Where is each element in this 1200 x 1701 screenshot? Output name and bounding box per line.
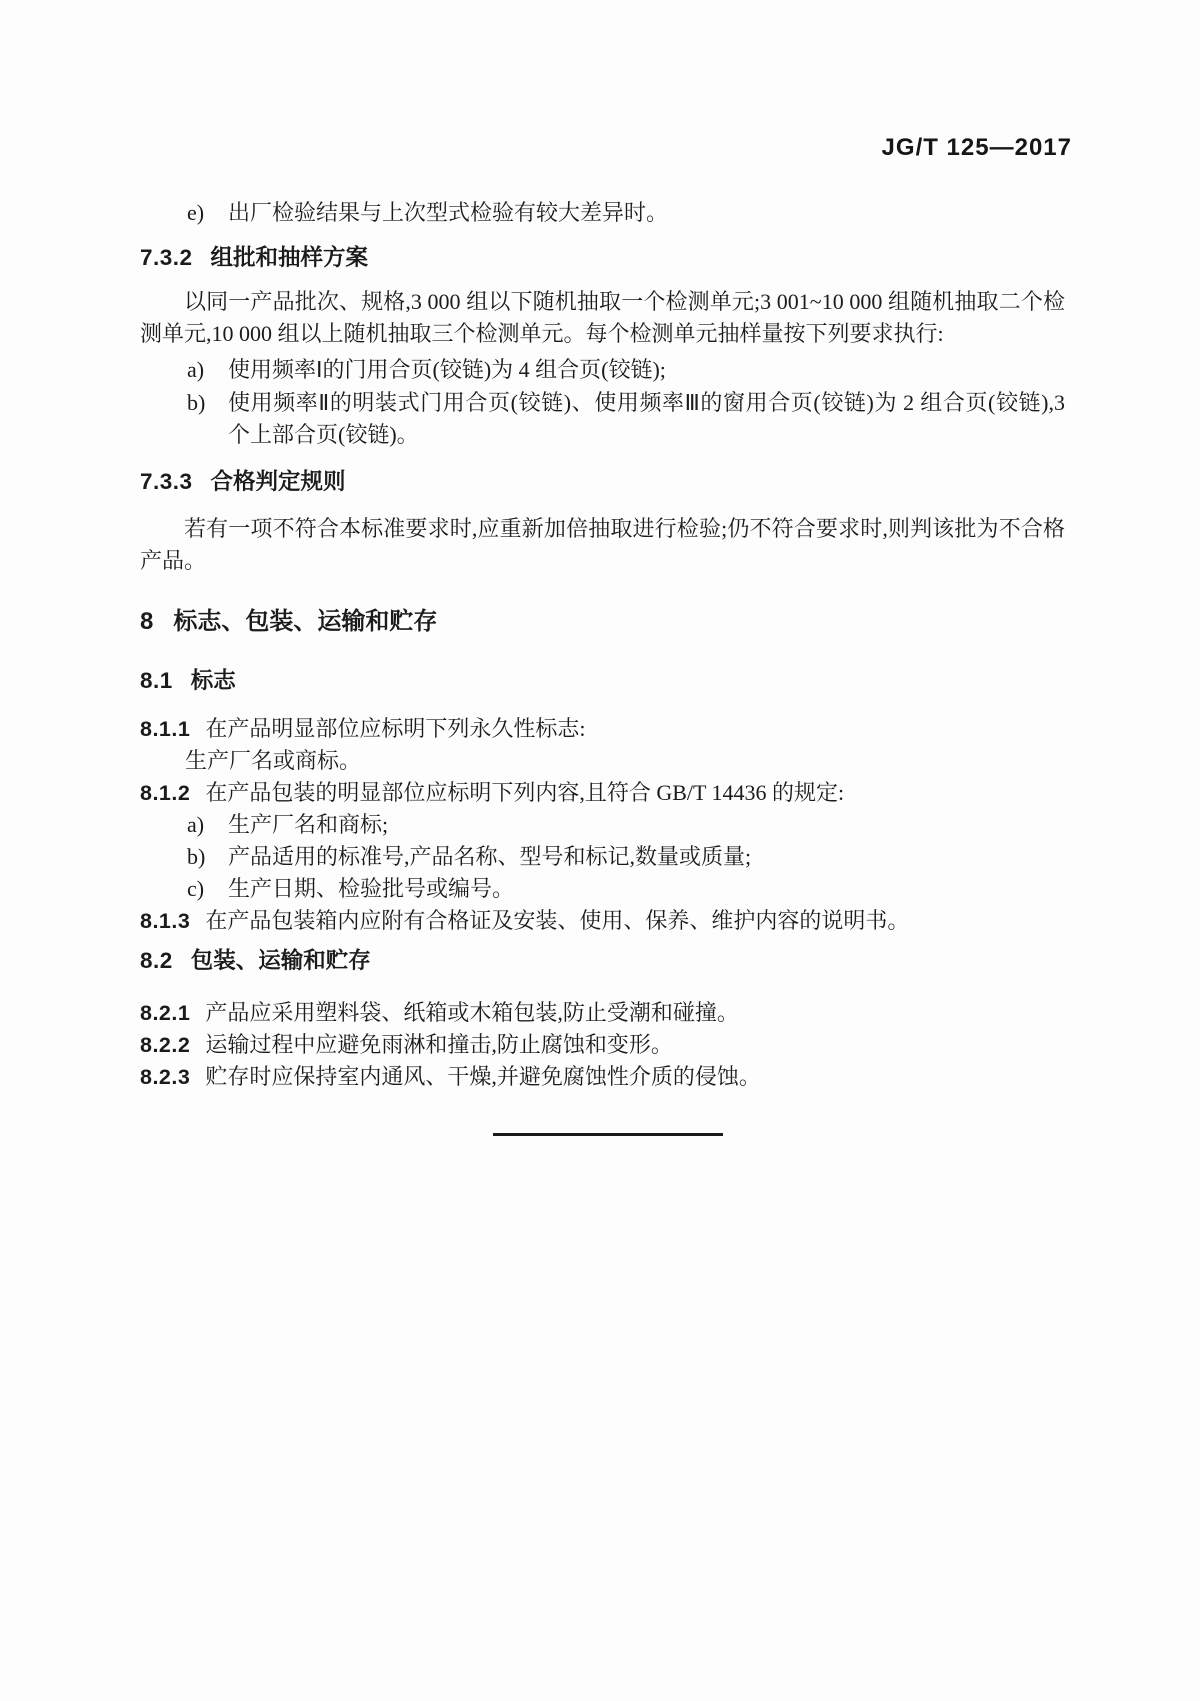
clause-number: 8.2.1 (140, 1001, 191, 1025)
list-marker: e) (187, 200, 205, 225)
clause-8-2-2 (140, 1029, 1065, 1061)
clause-8-1-2 (140, 777, 1065, 809)
list-marker: c) (187, 876, 205, 901)
list-item-text: 使用频率Ⅰ的门用合页(铰链)为 4 组合页(铰链); (228, 357, 666, 382)
document-content (140, 0, 1065, 1136)
clause-8-1-3 (140, 905, 1065, 937)
clause-text: 产品应采用塑料袋、纸箱或木箱包装,防止受潮和碰撞。 (205, 1000, 739, 1025)
list-item-b (140, 387, 1065, 451)
paragraph-7-3-3: 若有一项不符合本标准要求时,应重新加倍抽取进行检验;仍不符合要求时,则判该批为不合格产品。 (140, 516, 1065, 573)
heading-7-3-2 (140, 242, 1065, 274)
clause-text: 在产品包装的明显部位应标明下列内容,且符合 GB/T 14436 的规定: (205, 780, 845, 805)
list-marker: a) (187, 812, 205, 837)
heading-8-1 (140, 665, 1065, 697)
list-marker: a) (187, 357, 205, 382)
list-item-text: 出厂检验结果与上次型式检验有较大差异时。 (228, 200, 669, 225)
clause-8-1-1-subline: 生产厂名或商标。 (185, 748, 362, 773)
paragraph-7-3-2: 以同一产品批次、规格,3 000 组以下随机抽取一个检测单元;3 001~10 000 组随机抽取二个检测单元,10 000 组以上随机抽取三个检测单元。每个检测单元抽样量按下列要求执行: (140, 289, 1065, 346)
clause-number: 8.1.1 (140, 717, 191, 741)
clause-title: 标志 (190, 668, 236, 693)
list-item-text: 使用频率Ⅱ的明装式门用合页(铰链)、使用频率Ⅲ的窗用合页(铰链)为 2 组合页(铰链),3 个上部合页(铰链)。 (228, 390, 1065, 447)
list-item-e (140, 197, 1065, 229)
clause-text: 运输过程中应避免雨淋和撞击,防止腐蚀和变形。 (205, 1032, 673, 1057)
clause-title: 包装、运输和贮存 (190, 948, 371, 973)
clause-text: 在产品明显部位应标明下列永久性标志: (205, 716, 586, 741)
clause-title: 组批和抽样方案 (210, 245, 369, 270)
list-item-a (140, 354, 1065, 386)
clause-number: 8.2.2 (140, 1033, 191, 1057)
heading-7-3-3 (140, 466, 1065, 498)
heading-8-2 (140, 945, 1065, 977)
list-marker: b) (187, 390, 206, 415)
clause-number: 8.2 (140, 948, 173, 973)
clause-8-2-3 (140, 1061, 1065, 1093)
standard-number: JG/T 125—2017 (881, 134, 1072, 161)
list-item-b (140, 841, 1065, 873)
list-item-c (140, 873, 1065, 905)
clause-number: 8 (140, 608, 154, 635)
list-item-text: 生产日期、检验批号或编号。 (228, 876, 515, 901)
end-of-document-rule (493, 1133, 723, 1136)
clause-number: 8.1 (140, 668, 173, 693)
clause-number: 8.1.3 (140, 909, 191, 933)
clause-title: 标志、包装、运输和贮存 (173, 608, 438, 635)
clause-number: 8.2.3 (140, 1065, 191, 1089)
list-item-text: 产品适用的标准号,产品名称、型号和标记,数量或质量; (228, 844, 752, 869)
clause-text: 贮存时应保持室内通风、干燥,并避免腐蚀性介质的侵蚀。 (205, 1064, 761, 1089)
list-marker: b) (187, 844, 206, 869)
clause-8-2-1 (140, 997, 1065, 1029)
heading-8 (140, 603, 1065, 641)
clause-text: 在产品包装箱内应附有合格证及安装、使用、保养、维护内容的说明书。 (205, 908, 910, 933)
list-item-text: 生产厂名和商标; (228, 812, 389, 837)
clause-number: 7.3.2 (140, 245, 193, 270)
list-item-a (140, 809, 1065, 841)
clause-8-1-1 (140, 713, 1065, 745)
clause-number: 7.3.3 (140, 469, 193, 494)
clause-number: 8.1.2 (140, 781, 191, 805)
clause-title: 合格判定规则 (210, 469, 346, 494)
